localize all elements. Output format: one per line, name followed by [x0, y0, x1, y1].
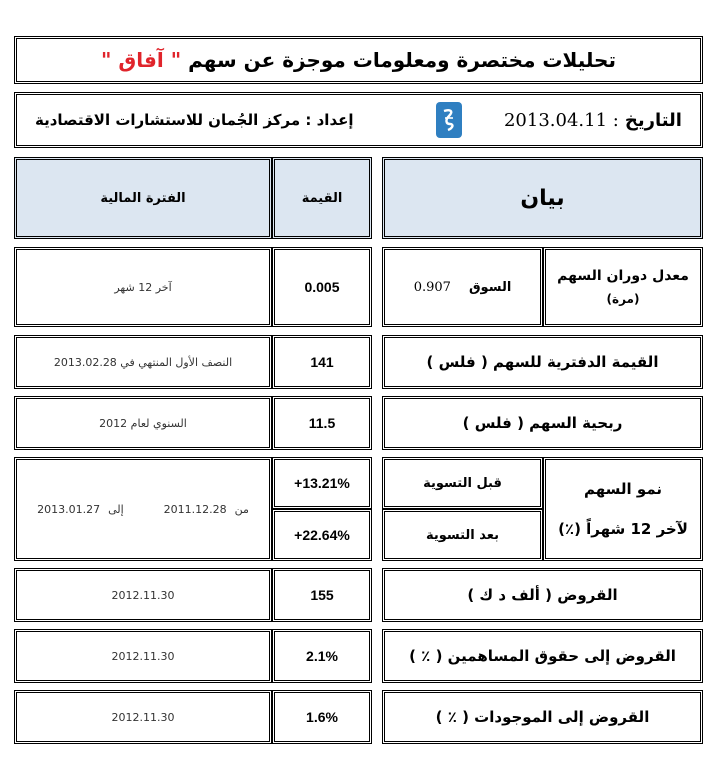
- growth-label: نمو السهم لآخر 12 شهراً (٪): [543, 457, 703, 561]
- growth-after-label: بعد التسوية: [382, 509, 543, 561]
- growth-to-label: إلى: [108, 502, 124, 516]
- turnover-period: آخر 12 شهر: [14, 247, 272, 327]
- title-box: [14, 36, 703, 84]
- stock-name: " آفاق ": [101, 48, 182, 72]
- date-block: [504, 110, 682, 131]
- loans-assets-label: القروض إلى الموجودات ( ٪ ): [382, 690, 703, 744]
- eps-value: 11.5: [272, 396, 372, 450]
- logo-glyph-icon: [440, 106, 458, 134]
- jumaan-logo-icon: [436, 102, 462, 138]
- loans-equity-period: 2012.11.30: [14, 629, 272, 683]
- date-label: التاريخ: [624, 109, 682, 131]
- turnover-market: [382, 247, 543, 327]
- eps-period: السنوي لعام 2012: [14, 396, 272, 450]
- info-box: [14, 92, 703, 148]
- market-label: السوق: [468, 279, 512, 295]
- date-value: : 2013.04.11: [503, 109, 619, 131]
- growth-before-value: +13.21%: [272, 457, 372, 509]
- loans-value: 155: [272, 568, 372, 622]
- growth-period: [14, 457, 272, 561]
- turnover-label: معدل دوران السهم (مرة): [543, 247, 703, 327]
- prepared-block: [35, 111, 354, 129]
- growth-from-date: 2011.12.28: [163, 502, 227, 516]
- page-title: [101, 48, 616, 72]
- header-item: بيان: [382, 157, 703, 239]
- growth-to-date: 2013.01.27: [37, 502, 101, 516]
- growth-from-label: من: [234, 502, 249, 516]
- book-value-value: 141: [272, 335, 372, 389]
- prepared-by: : مركز الجُمان للاستشارات الاقتصادية: [35, 111, 312, 129]
- growth-before-label: قبل التسوية: [382, 457, 543, 509]
- loans-assets-value: 1.6%: [272, 690, 372, 744]
- market-value: 0.907: [413, 279, 451, 295]
- header-value: القيمة: [272, 157, 372, 239]
- prepared-label: إعداد: [316, 111, 354, 129]
- book-value-period: النصف الأول المنتهي في 2013.02.28: [14, 335, 272, 389]
- growth-after-value: +22.64%: [272, 509, 372, 561]
- turnover-value: 0.005: [272, 247, 372, 327]
- book-value-label: القيمة الدفترية للسهم ( فلس ): [382, 335, 703, 389]
- loans-period: 2012.11.30: [14, 568, 272, 622]
- loans-equity-value: 2.1%: [272, 629, 372, 683]
- loans-equity-label: القروض إلى حقوق المساهمين ( ٪ ): [382, 629, 703, 683]
- loans-assets-period: 2012.11.30: [14, 690, 272, 744]
- eps-label: ربحية السهم ( فلس ): [382, 396, 703, 450]
- header-period: الفترة المالية: [14, 157, 272, 239]
- title-prefix: تحليلات مختصرة ومعلومات موجزة عن سهم: [188, 48, 616, 72]
- loans-label: القروض ( ألف د ك ): [382, 568, 703, 622]
